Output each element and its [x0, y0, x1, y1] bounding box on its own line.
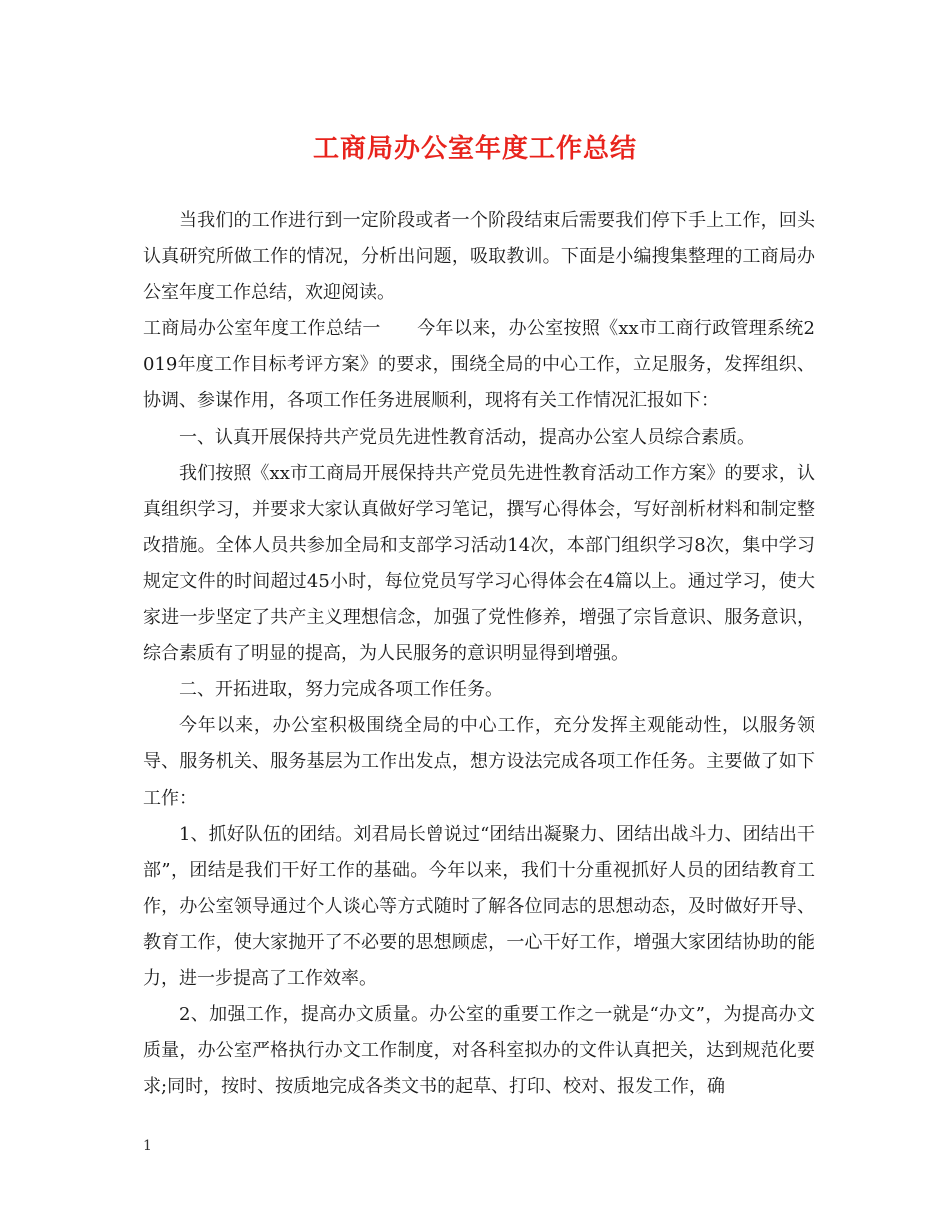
document-title: 工商局办公室年度工作总结	[312, 134, 637, 164]
paragraph-document-quality: 2、加强工作，提高办文质量。办公室的重要工作之一就是“办文”，为提高办文质量，办公室严格执行办文工作制度，对各科室拟办的文件认真把关，达到规范化要求;同时，按时、按质地完成各类文书的起草、打印、校对、报发工作，确	[143, 1004, 815, 1098]
heading-section-two: 二、开拓进取，努力完成各项工作任务。	[179, 679, 503, 701]
heading-section-one: 一、认真开展保持共产党员先进性教育活动，提高办公室人员综合素质。	[179, 426, 755, 448]
document-body	[143, 203, 815, 1105]
page-number: 1	[143, 1138, 152, 1154]
paragraph-team-unity: 1、抓好队伍的团结。刘君局长曾说过“团结出凝聚力、团结出战斗力、团结出干部”，团结是我们干好工作的基础。今年以来，我们十分重视抓好人员的团结教育工作，办公室领导通过个人谈心等方式随时了解各位同志的思想动态，及时做好开导、教育工作，使大家抛开了不必要的思想顾虑，一心干好工作，增强大家团结协助的能力，进一步提高了工作效率。	[143, 823, 815, 989]
paragraph-summary-one: 工商局办公室年度工作总结一 今年以来，办公室按照《xx市工商行政管理系统2019年度工作目标考评方案》的要求，围绕全局的中心工作，立足服务，发挥组织、协调、参谋作用，各项工作任务进展顺利，现将有关工作情况汇报如下：	[143, 318, 815, 412]
paragraph-intro: 当我们的工作进行到一定阶段或者一个阶段结束后需要我们停下手上工作，回头认真研究所做工作的情况，分析出问题，吸取教训。下面是小编搜集整理的工商局办公室年度工作总结，欢迎阅读。	[143, 210, 815, 304]
paragraph-study-activities: 我们按照《xx市工商局开展保持共产党员先进性教育活动工作方案》的要求，认真组织学习，并要求大家认真做好学习笔记，撰写心得体会，写好剖析材料和制定整改措施。全体人员共参加全局和支部学习活动14次，本部门组织学习8次，集中学习规定文件的时间超过45小时，每位党员写学习心得体会在4篇以上。通过学习，使大家进一步坚定了共产主义理想信念，加强了党性修养，增强了宗旨意识、服务意识，综合素质有了明显的提高，为人民服务的意识明显得到增强。	[143, 462, 815, 665]
paragraph-work-overview: 今年以来，办公室积极围绕全局的中心工作，充分发挥主观能动性，以服务领导、服务机关、服务基层为工作出发点，想方设法完成各项工作任务。主要做了如下工作：	[143, 715, 815, 809]
